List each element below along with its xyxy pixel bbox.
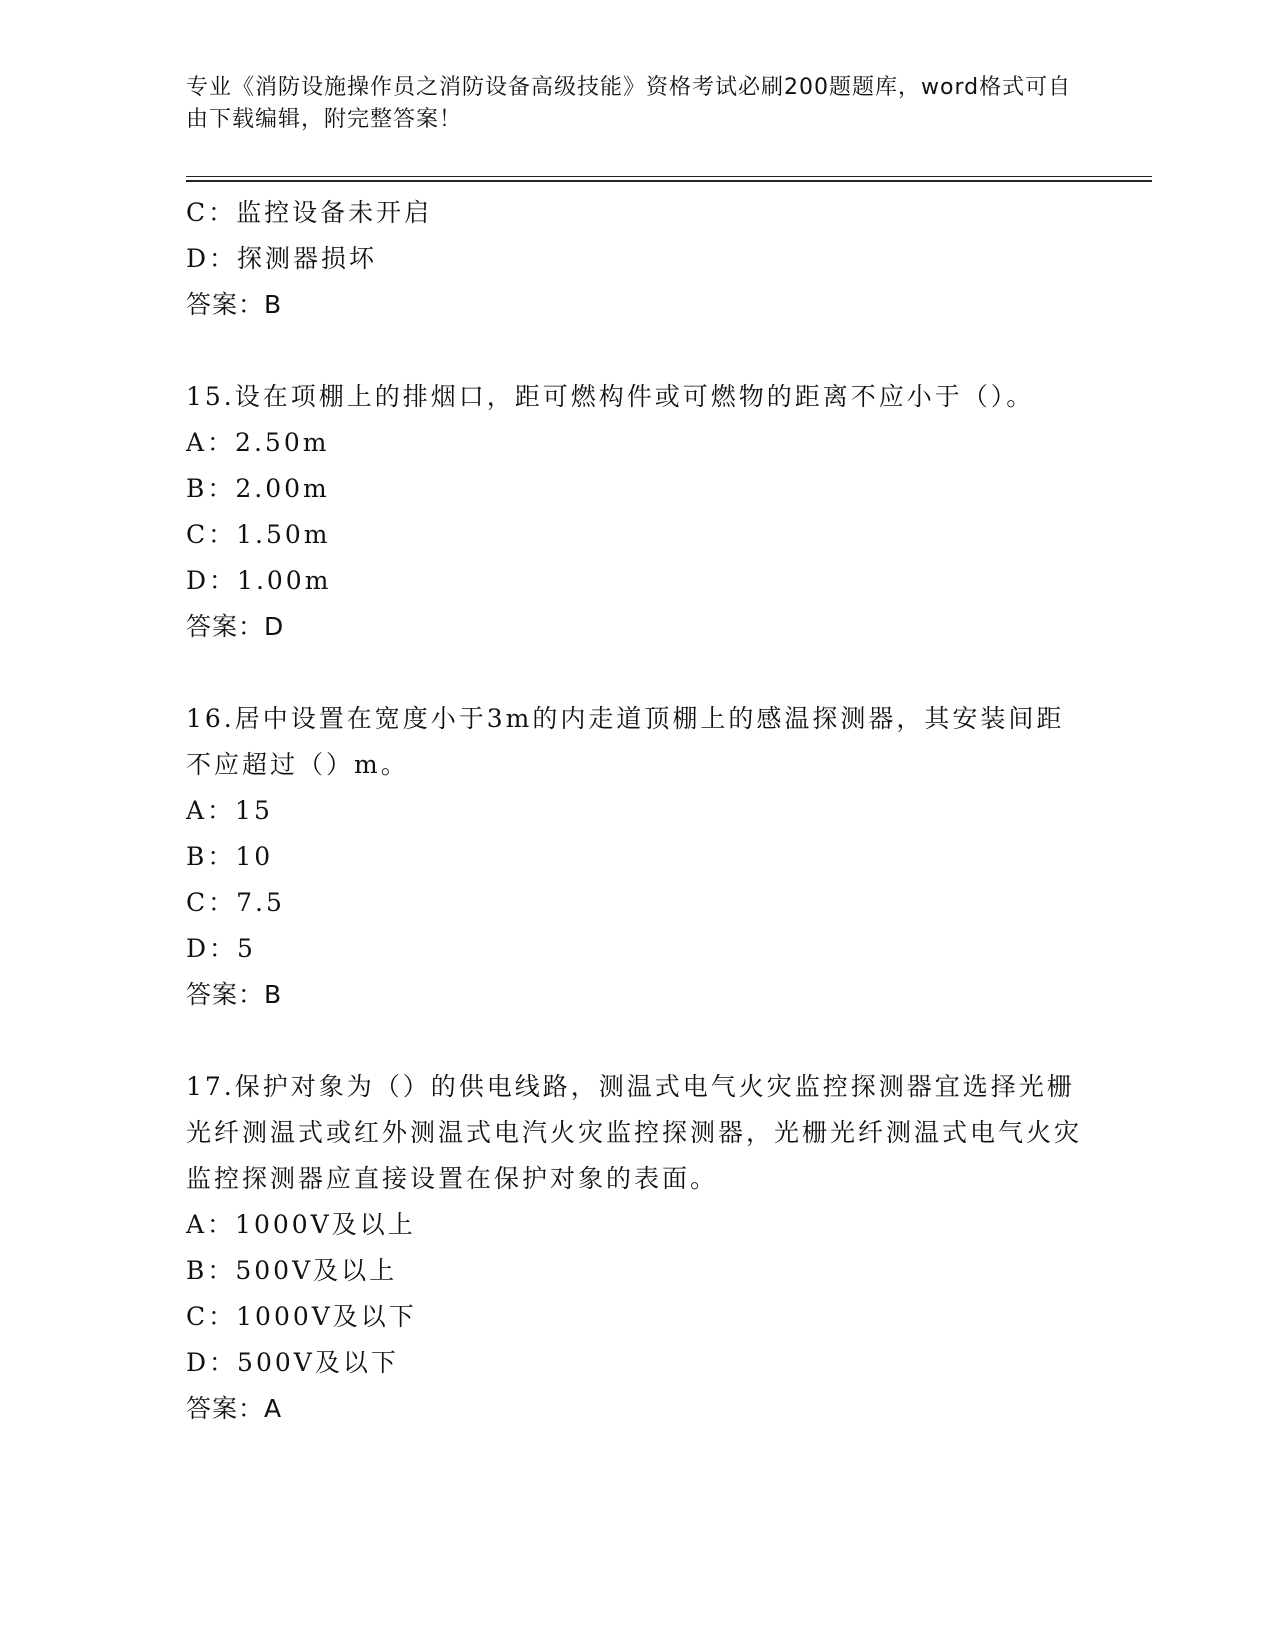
question-text: 16.居中设置在宽度小于3m的内走道顶棚上的感温探测器，其安装间距不应超过（）m。 xyxy=(186,704,1065,779)
answer-line: 答案：B xyxy=(186,290,283,319)
option-c: C：1000V及以下 xyxy=(186,1302,417,1331)
option-b: B：500V及以上 xyxy=(186,1256,398,1285)
option-d: D：探测器损坏 xyxy=(186,244,378,273)
question-block-16 xyxy=(186,696,1086,1018)
option-a: A：2.50m xyxy=(186,428,330,457)
answer-line: 答案：D xyxy=(186,612,285,641)
option-c: C：监控设备未开启 xyxy=(186,198,433,227)
question-block-14-tail xyxy=(186,190,1086,328)
option-a: A：1000V及以上 xyxy=(186,1210,416,1239)
question-block-17 xyxy=(186,1064,1086,1432)
answer-line: 答案：B xyxy=(186,980,283,1009)
question-list xyxy=(186,190,1086,1432)
option-c: C：1.50m xyxy=(186,520,331,549)
document-header: 专业《消防设施操作员之消防设备高级技能》资格考试必刷200题题库，word格式可自由下载编辑，附完整答案！ xyxy=(186,75,1072,132)
header-rule-thick xyxy=(186,180,1152,182)
answer-line: 答案：A xyxy=(186,1394,283,1423)
option-d: D：5 xyxy=(186,934,256,963)
option-d: D：1.00m xyxy=(186,566,332,595)
option-d: D：500V及以下 xyxy=(186,1348,399,1377)
question-text: 17.保护对象为（）的供电线路，测温式电气火灾监控探测器宜选择光栅光纤测温式或红外测温式电汽火灾监控探测器，光栅光纤测温式电气火灾监控探测器应直接设置在保护对象的表面。 xyxy=(186,1072,1083,1193)
question-block-15 xyxy=(186,374,1086,650)
option-b: B：2.00m xyxy=(186,474,330,503)
header-rule-thin xyxy=(186,176,1152,177)
question-text: 15.设在项棚上的排烟口，距可燃构件或可燃物的距离不应小于（）。 xyxy=(186,382,1035,411)
option-a: A：15 xyxy=(186,796,273,825)
option-c: C：7.5 xyxy=(186,888,285,917)
option-b: B：10 xyxy=(186,842,274,871)
